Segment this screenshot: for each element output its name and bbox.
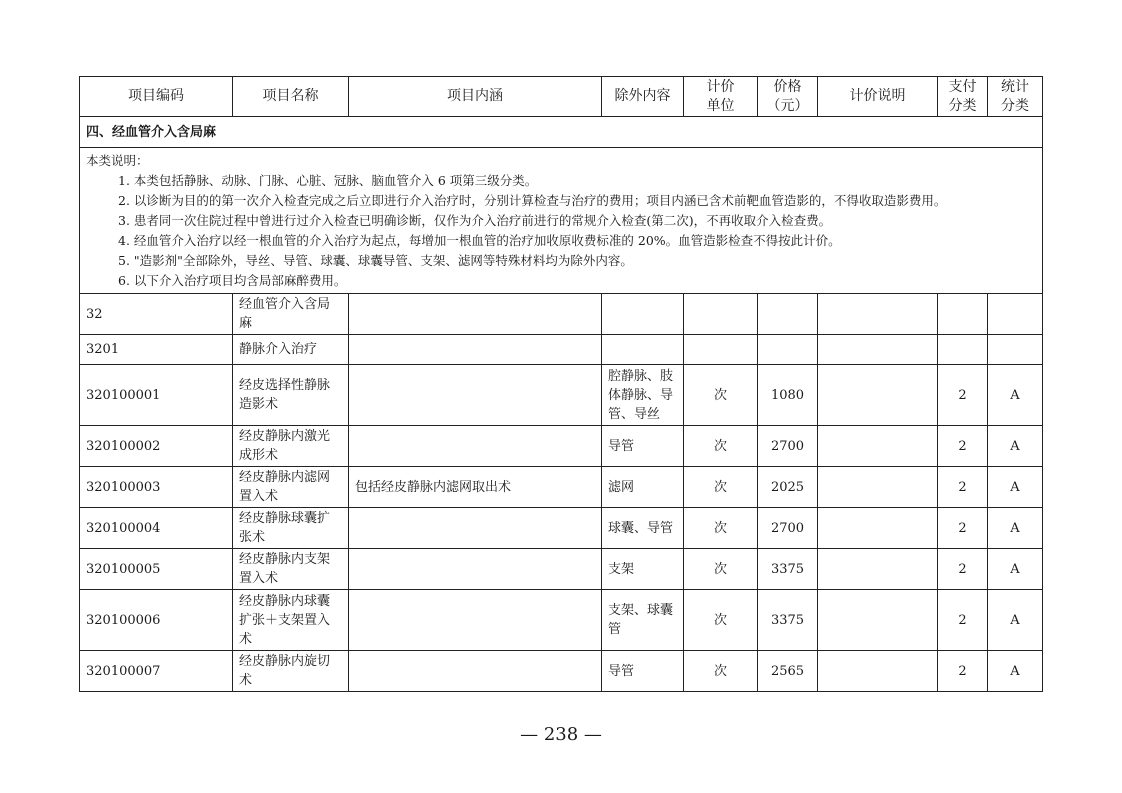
note-line: 1. 本类包括静脉、动脉、门脉、心脏、冠脉、脑血管介入 6 项第三级分类。	[118, 173, 538, 188]
cell-code: 320100003	[80, 467, 233, 508]
cell-content	[349, 651, 602, 692]
table-row	[80, 549, 1043, 590]
cell-unit	[684, 294, 758, 335]
cell-exclusion: 导管	[602, 651, 684, 692]
cell-name: 经皮静脉内球囊扩张＋支架置入术	[233, 590, 349, 651]
header-exclusion: 除外内容	[602, 77, 684, 117]
cell-note	[818, 651, 938, 692]
notes-cell	[80, 148, 1043, 294]
cell-note	[818, 549, 938, 590]
cell-exclusion	[602, 335, 684, 365]
header-note: 计价说明	[818, 77, 938, 117]
cell-note	[818, 467, 938, 508]
cell-note	[818, 365, 938, 426]
cell-unit: 次	[684, 426, 758, 467]
notes-title: 本类说明：	[86, 153, 149, 168]
cell-price: 2700	[758, 508, 818, 549]
header-content: 项目内涵	[349, 77, 602, 117]
cell-pay: 2	[938, 590, 988, 651]
cell-content	[349, 365, 602, 426]
cell-price: 2025	[758, 467, 818, 508]
cell-pay: 2	[938, 651, 988, 692]
note-line: 2. 以诊断为目的的第一次介入检查完成之后立即进行介入治疗时，分别计算检查与治疗的费用；项目内涵已含术前靶血管造影的，不得收取造影费用。	[118, 193, 947, 208]
cell-content	[349, 294, 602, 335]
cell-name: 经皮静脉内支架置入术	[233, 549, 349, 590]
price-table-sheet	[79, 76, 1042, 692]
cell-exclusion: 腔静脉、肢体静脉、导管、导丝	[602, 365, 684, 426]
cell-name: 经皮选择性静脉造影术	[233, 365, 349, 426]
cell-pay: 2	[938, 508, 988, 549]
cell-exclusion: 滤网	[602, 467, 684, 508]
cell-unit: 次	[684, 590, 758, 651]
cell-content	[349, 590, 602, 651]
header-pay-line2: 分类	[948, 97, 977, 114]
cell-content	[349, 549, 602, 590]
table-row	[80, 294, 1043, 335]
cell-content	[349, 335, 602, 365]
table-row	[80, 590, 1043, 651]
cell-code: 320100002	[80, 426, 233, 467]
header-name: 项目名称	[233, 77, 349, 117]
cell-stat: A	[988, 651, 1043, 692]
cell-pay	[938, 294, 988, 335]
price-table	[79, 76, 1043, 692]
cell-content	[349, 508, 602, 549]
note-line: 5. "造影剂"全部除外，导丝、导管、球囊、球囊导管、支架、滤网等特殊材料均为除外内容。	[118, 253, 633, 268]
cell-code: 320100001	[80, 365, 233, 426]
cell-exclusion: 支架	[602, 549, 684, 590]
header-stat	[988, 77, 1043, 117]
cell-price: 3375	[758, 549, 818, 590]
section-row	[80, 117, 1043, 148]
cell-stat	[988, 294, 1043, 335]
cell-unit: 次	[684, 651, 758, 692]
cell-code: 32	[80, 294, 233, 335]
cell-price: 1080	[758, 365, 818, 426]
header-unit	[684, 77, 758, 117]
cell-name: 经血管介入含局麻	[233, 294, 349, 335]
table-row	[80, 508, 1043, 549]
cell-exclusion	[602, 294, 684, 335]
header-pay-line1: 支付	[948, 78, 977, 95]
cell-code: 320100007	[80, 651, 233, 692]
note-line: 4. 经血管介入治疗以经一根血管的介入治疗为起点，每增加一根血管的治疗加收原收费标准的 20%。血管造影检查不得按此计价。	[118, 233, 841, 248]
cell-code: 320100005	[80, 549, 233, 590]
cell-name: 经皮静脉内激光成形术	[233, 426, 349, 467]
table-row	[80, 467, 1043, 508]
cell-name: 经皮静脉内旋切术	[233, 651, 349, 692]
cell-stat	[988, 335, 1043, 365]
header-code: 项目编码	[80, 77, 233, 117]
header-stat-line1: 统计	[1001, 78, 1029, 95]
cell-exclusion: 导管	[602, 426, 684, 467]
cell-unit: 次	[684, 365, 758, 426]
cell-price: 3375	[758, 590, 818, 651]
cell-code: 320100006	[80, 590, 233, 651]
header-unit-line1: 计价	[706, 78, 735, 95]
cell-stat: A	[988, 467, 1043, 508]
cell-stat: A	[988, 508, 1043, 549]
cell-note	[818, 590, 938, 651]
cell-note	[818, 294, 938, 335]
note-line: 3. 患者同一次住院过程中曾进行过介入检查已明确诊断，仅作为介入治疗前进行的常规介入检查(第二次)，不再收取介入检查费。	[118, 213, 832, 228]
cell-price: 2565	[758, 651, 818, 692]
cell-stat: A	[988, 590, 1043, 651]
cell-exclusion: 支架、球囊管	[602, 590, 684, 651]
cell-code: 320100004	[80, 508, 233, 549]
table-row	[80, 426, 1043, 467]
cell-unit: 次	[684, 467, 758, 508]
cell-note	[818, 426, 938, 467]
note-line: 6. 以下介入治疗项目均含局部麻醉费用。	[118, 273, 347, 288]
table-row	[80, 335, 1043, 365]
cell-price: 2700	[758, 426, 818, 467]
cell-note	[818, 508, 938, 549]
cell-content	[349, 426, 602, 467]
cell-name: 经皮静脉球囊扩张术	[233, 508, 349, 549]
table-header-row	[80, 77, 1043, 117]
notes-row	[80, 148, 1043, 294]
cell-unit: 次	[684, 508, 758, 549]
header-unit-line2: 单位	[706, 97, 735, 114]
cell-pay: 2	[938, 549, 988, 590]
cell-stat: A	[988, 365, 1043, 426]
cell-code: 3201	[80, 335, 233, 365]
header-stat-line2: 分类	[1001, 97, 1029, 114]
cell-unit: 次	[684, 549, 758, 590]
header-price	[758, 77, 818, 117]
table-row	[80, 651, 1043, 692]
cell-pay: 2	[938, 365, 988, 426]
header-price-line2: （元）	[766, 97, 809, 114]
cell-price	[758, 294, 818, 335]
page-number: — 238 —	[520, 724, 602, 745]
table-row	[80, 365, 1043, 426]
cell-name: 静脉介入治疗	[233, 335, 349, 365]
cell-unit	[684, 335, 758, 365]
cell-pay: 2	[938, 467, 988, 508]
section-title: 四、经血管介入含局麻	[80, 117, 1043, 148]
cell-pay	[938, 335, 988, 365]
cell-note	[818, 335, 938, 365]
cell-name: 经皮静脉内滤网置入术	[233, 467, 349, 508]
header-price-line1: 价格	[773, 78, 802, 95]
cell-stat: A	[988, 426, 1043, 467]
cell-pay: 2	[938, 426, 988, 467]
cell-stat: A	[988, 549, 1043, 590]
header-pay	[938, 77, 988, 117]
cell-content: 包括经皮静脉内滤网取出术	[349, 467, 602, 508]
cell-exclusion: 球囊、导管	[602, 508, 684, 549]
cell-price	[758, 335, 818, 365]
